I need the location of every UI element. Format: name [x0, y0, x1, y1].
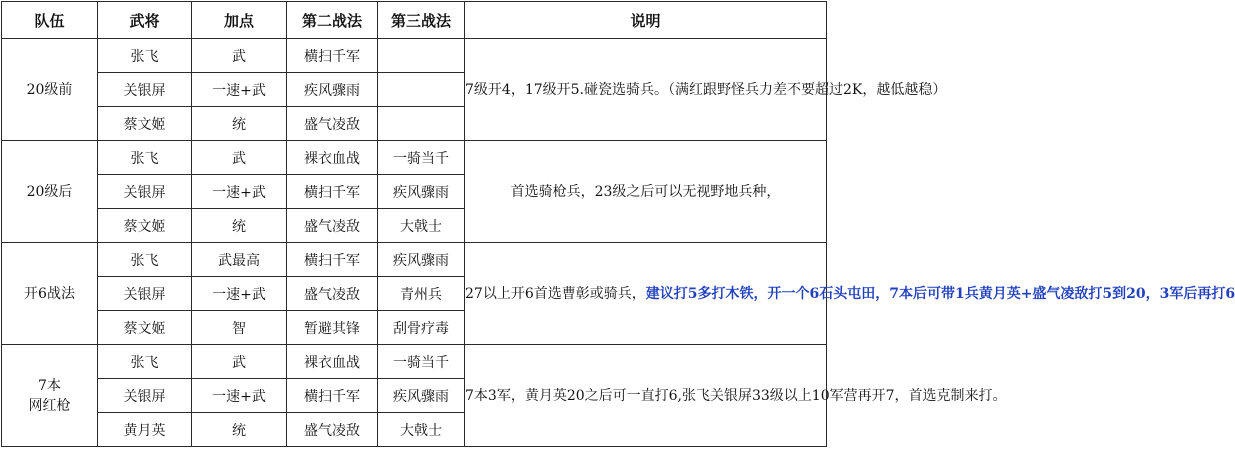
general-cell: 关银屏	[98, 175, 192, 209]
general-cell: 关银屏	[98, 379, 192, 413]
team-cell	[2, 345, 98, 447]
table-row	[2, 345, 827, 379]
points-cell: 武	[192, 39, 287, 73]
points-cell: 智	[192, 311, 287, 345]
header-tactic2: 第二战法	[287, 2, 378, 39]
tactic2-cell: 横扫千军	[287, 39, 378, 73]
tactic3-cell: 刮骨疗毒	[378, 311, 465, 345]
general-cell: 关银屏	[98, 277, 192, 311]
note-cell: 7本3军，黄月英20之后可一直打6,张飞关银屏33级以上10军营再开7，首选克制来打。	[465, 345, 827, 447]
points-cell: 一速+武	[192, 277, 287, 311]
tactic3-cell: 一骑当千	[378, 345, 465, 379]
table-row	[2, 141, 827, 175]
tactic3-cell: 大戟士	[378, 413, 465, 447]
header-team: 队伍	[2, 2, 98, 39]
team-line-2: 网红枪	[28, 397, 71, 414]
header-note: 说明	[465, 2, 827, 39]
tactic3-cell: 疾风骤雨	[378, 379, 465, 413]
tactic2-cell: 盛气凌敌	[287, 277, 378, 311]
note-cell: 7级开4，17级开5.碰瓷选骑兵。（满红跟野怪兵力差不要超过2K，越低越稳）	[465, 39, 827, 141]
header-row	[2, 2, 827, 39]
points-cell: 统	[192, 209, 287, 243]
points-cell: 一速+武	[192, 175, 287, 209]
general-cell: 黄月英	[98, 413, 192, 447]
points-cell: 武	[192, 345, 287, 379]
points-cell: 一速+武	[192, 73, 287, 107]
points-cell: 统	[192, 107, 287, 141]
general-cell: 蔡文姬	[98, 311, 192, 345]
header-tactic3: 第三战法	[378, 2, 465, 39]
table-row	[2, 243, 827, 277]
points-cell: 统	[192, 413, 287, 447]
header-general: 武将	[98, 2, 192, 39]
general-cell: 蔡文姬	[98, 209, 192, 243]
general-cell: 关银屏	[98, 73, 192, 107]
tactic2-cell: 裸衣血战	[287, 345, 378, 379]
team-cell: 开6战法	[2, 243, 98, 345]
tactic2-cell: 横扫千军	[287, 243, 378, 277]
tactic3-cell: 一骑当千	[378, 141, 465, 175]
tactic3-cell: 疾风骤雨	[378, 243, 465, 277]
lineup-table	[1, 1, 1235, 447]
note-highlight: 建议打5多打木铁，开一个6石头屯田，7本后可带1兵黄月英+盛气凌敌打5到20，3军后再打6	[645, 285, 1235, 302]
team-cell: 20级前	[2, 39, 98, 141]
tactic3-cell	[378, 73, 465, 107]
note-cell	[465, 243, 1235, 345]
points-cell: 一速+武	[192, 379, 287, 413]
general-cell: 张飞	[98, 345, 192, 379]
team-cell: 20级后	[2, 141, 98, 243]
tactic2-cell: 疾风骤雨	[287, 73, 378, 107]
tactic3-cell: 大戟士	[378, 209, 465, 243]
note-cell: 首选骑枪兵，23级之后可以无视野地兵种，	[465, 141, 827, 243]
header-points: 加点	[192, 2, 287, 39]
tactic2-cell: 横扫千军	[287, 379, 378, 413]
tactic2-cell: 横扫千军	[287, 175, 378, 209]
table-row	[2, 39, 827, 73]
general-cell: 张飞	[98, 243, 192, 277]
team-line-1: 7本	[38, 377, 61, 394]
tactic3-cell	[378, 39, 465, 73]
general-cell: 蔡文姬	[98, 107, 192, 141]
tactic3-cell	[378, 107, 465, 141]
tactic2-cell: 盛气凌敌	[287, 209, 378, 243]
points-cell: 武最高	[192, 243, 287, 277]
tactic3-cell: 疾风骤雨	[378, 175, 465, 209]
tactic2-cell: 盛气凌敌	[287, 107, 378, 141]
general-cell: 张飞	[98, 141, 192, 175]
tactic3-cell: 青州兵	[378, 277, 465, 311]
tactic2-cell: 盛气凌敌	[287, 413, 378, 447]
note-text: 27以上开6首选曹彰或骑兵，	[465, 285, 646, 302]
tactic2-cell: 暂避其锋	[287, 311, 378, 345]
points-cell: 武	[192, 141, 287, 175]
general-cell: 张飞	[98, 39, 192, 73]
tactic2-cell: 裸衣血战	[287, 141, 378, 175]
